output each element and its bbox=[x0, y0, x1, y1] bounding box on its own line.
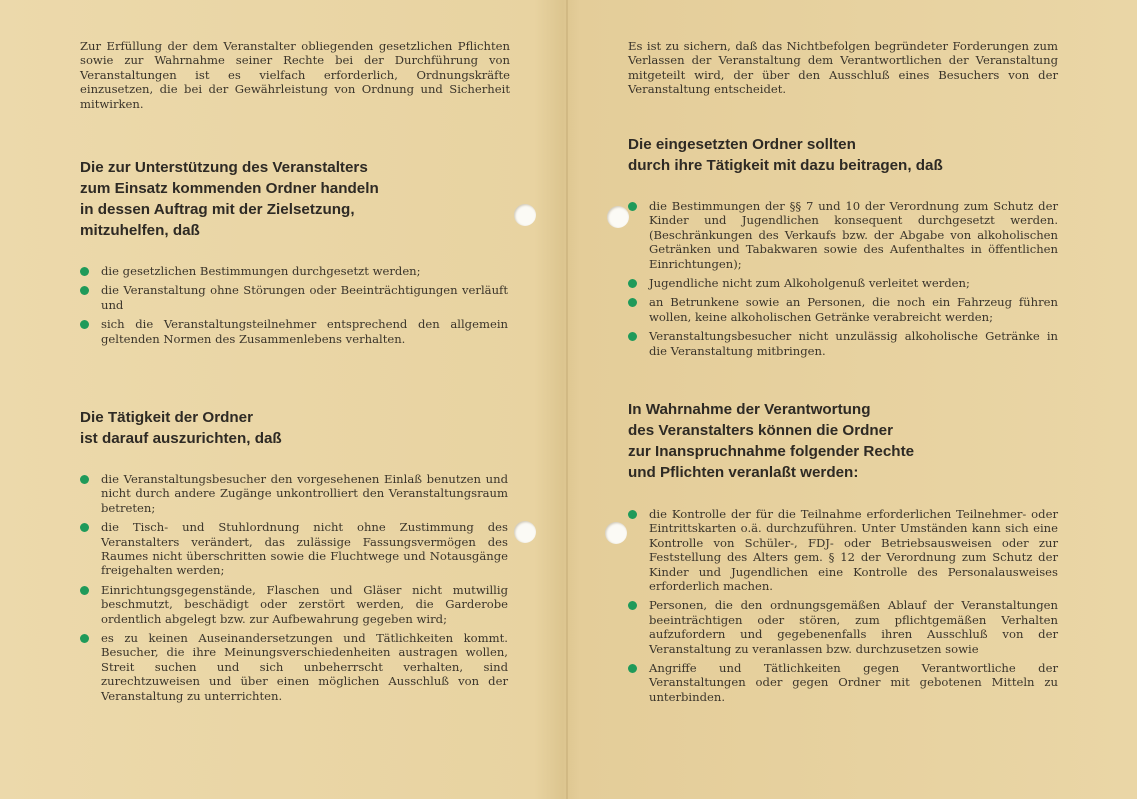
list-item-text: die Kontrolle der für die Teilnahme erforderlichen Teilnehmer- oder Eintrittskarten o.ä. durchzuführen. Unter Umständen kann sich eine Kontrolle von Schüler-, FDJ- oder Betriebsausweisen oder zur Feststellung des Alters gem. § 12 der Verordnung zum Schutz der Kinder und Jugendlichen eine Kontrolle des Personalausweises erforderlich machen. bbox=[649, 507, 1058, 594]
list-item bbox=[628, 199, 1058, 271]
list-item bbox=[628, 295, 1058, 324]
punch-hole-right-top bbox=[607, 206, 629, 228]
list-item-text: Veranstaltungsbesucher nicht unzulässig alkoholische Getränke in die Veranstaltung mitbringen. bbox=[649, 329, 1058, 358]
left-section1-list bbox=[80, 264, 508, 351]
list-item bbox=[80, 264, 508, 278]
heading-line: in dessen Auftrag mit der Zielsetzung, bbox=[80, 201, 355, 218]
heading-line: In Wahrnahme der Verantwortung bbox=[628, 401, 871, 418]
bullet-icon bbox=[80, 475, 89, 484]
bullet-icon bbox=[628, 202, 637, 211]
bullet-icon bbox=[80, 586, 89, 595]
bullet-icon bbox=[80, 634, 89, 643]
right-intro-paragraph: Es ist zu sichern, daß das Nichtbefolgen begründeter Forderungen zum Verlassen der Veranstaltung dem Verantwortlichen der Veranstaltung mitgeteilt wird, der über den Ausschluß eines Besuchers von der Veranstaltung entscheidet. bbox=[628, 39, 1058, 97]
punch-hole-left-bottom bbox=[514, 521, 536, 543]
punch-hole-left-top bbox=[514, 204, 536, 226]
list-item bbox=[628, 507, 1058, 593]
right-section2-heading bbox=[628, 399, 914, 483]
bullet-icon bbox=[628, 510, 637, 519]
list-item-text: die Bestimmungen der §§ 7 und 10 der Verordnung zum Schutz der Kinder und Jugendlichen konsequent durchgesetzt werden. (Beschränkungen des Verkaufs bzw. der Abgabe von alkoholischen Getränken und Tabakwaren sowie des Aufenthaltes in öffentlichen Einrichtungen); bbox=[649, 199, 1058, 271]
right-section1-list bbox=[628, 199, 1058, 363]
bullet-icon bbox=[80, 286, 89, 295]
heading-line: Die Tätigkeit der Ordner bbox=[80, 409, 254, 426]
heading-line: zur Inanspruchnahme folgender Rechte bbox=[628, 443, 915, 460]
list-item bbox=[80, 520, 508, 578]
list-item-text: an Betrunkene sowie an Personen, die noch ein Fahrzeug führen wollen, keine alkoholischen Getränke verabreicht werden; bbox=[649, 295, 1058, 324]
heading-line: Die eingesetzten Ordner sollten bbox=[628, 136, 856, 153]
bullet-icon bbox=[628, 279, 637, 288]
list-item bbox=[80, 317, 508, 346]
center-fold bbox=[566, 0, 568, 799]
bullet-icon bbox=[628, 298, 637, 307]
left-section2-heading bbox=[80, 407, 282, 449]
list-item-text: Jugendliche nicht zum Alkoholgenuß verleitet werden; bbox=[649, 276, 970, 291]
list-item-text: Einrichtungsgegenstände, Flaschen und Gläser nicht mutwillig beschmutzt, beschädigt oder zerstört werden, die Garderobe ordentlich abgelegt bzw. zur Aufbewahrung gegeben wird; bbox=[101, 582, 508, 626]
list-item-text: die Veranstaltung ohne Störungen oder Beeinträchtigungen verläuft und bbox=[101, 283, 508, 312]
left-section2-list bbox=[80, 472, 508, 708]
list-item-text: die gesetzlichen Bestimmungen durchgesetzt werden; bbox=[101, 264, 421, 278]
right-section2-list bbox=[628, 507, 1058, 709]
left-intro-paragraph: Zur Erfüllung der dem Veranstalter obliegenden gesetzlichen Pflichten sowie zur Wahrnahme seiner Rechte bei der Durchführung von Veranstaltungen ist es vielfach erforderlich, Ordnungskräfte einzusetzen, die bei der Gewährleistung von Ordnung und Sicherheit mitwirken. bbox=[80, 39, 510, 111]
list-item bbox=[80, 631, 508, 703]
list-item bbox=[80, 472, 508, 515]
bullet-icon bbox=[628, 664, 637, 673]
heading-line: und Pflichten veranlaßt werden: bbox=[628, 464, 859, 481]
punch-hole-right-bottom bbox=[605, 522, 627, 544]
bullet-icon bbox=[628, 332, 637, 341]
list-item bbox=[628, 276, 1058, 290]
list-item-text: die Veranstaltungsbesucher den vorgesehenen Einlaß benutzen und nicht durch andere Zugänge unkontrolliert den Veranstaltungsraum betreten; bbox=[101, 472, 508, 515]
bullet-icon bbox=[628, 601, 637, 610]
list-item-text: Angriffe und Tätlichkeiten gegen Verantwortliche der Veranstaltungen oder gegen Ordner mit gebotenen Mitteln zu unterbinden. bbox=[649, 661, 1058, 704]
list-item-text: die Tisch- und Stuhlordnung nicht ohne Zustimmung des Veranstalters verändert, das zulässige Fassungsvermögen des Raumes nicht überschritten sowie die Fluchtwege und Notausgänge freigehalten werden; bbox=[101, 520, 508, 578]
bullet-icon bbox=[80, 523, 89, 532]
heading-line: des Veranstalters können die Ordner bbox=[628, 422, 894, 439]
bullet-icon bbox=[80, 267, 89, 276]
heading-line: mitzuhelfen, daß bbox=[80, 222, 200, 239]
list-item bbox=[628, 329, 1058, 358]
heading-line: ist darauf auszurichten, daß bbox=[80, 430, 282, 447]
list-item bbox=[628, 661, 1058, 704]
right-section1-heading bbox=[628, 134, 943, 176]
heading-line: durch ihre Tätigkeit mit dazu beitragen, daß bbox=[628, 157, 943, 174]
list-item-text: es zu keinen Auseinandersetzungen und Tätlichkeiten kommt. Besucher, die ihre Meinungsverschiedenheiten austragen wollen, Streit suchen und sich unbeherrscht verhalten, sind zurechtzuweisen und über einen möglichen Ausschluß von der Veranstaltung zu unterrichten. bbox=[101, 631, 508, 703]
list-item bbox=[80, 583, 508, 626]
list-item-text: Personen, die den ordnungsgemäßen Ablauf der Veranstaltungen beeinträchtigen oder stören, zum pflichtgemäßen Verhalten aufzufordern und gegebenenfalls ihren Ausschluß von der Veranstaltung zu veranlassen bzw. durchzusetzen sowie bbox=[649, 598, 1058, 656]
heading-line: Die zur Unterstützung des Veranstalters bbox=[80, 159, 368, 176]
list-item bbox=[80, 283, 508, 312]
left-section1-heading bbox=[80, 157, 379, 241]
list-item-text: sich die Veranstaltungsteilnehmer entsprechend den allgemein geltenden Normen des Zusammenlebens verhalten. bbox=[101, 317, 508, 346]
list-item bbox=[628, 598, 1058, 656]
heading-line: zum Einsatz kommenden Ordner handeln bbox=[80, 180, 379, 197]
bullet-icon bbox=[80, 320, 89, 329]
